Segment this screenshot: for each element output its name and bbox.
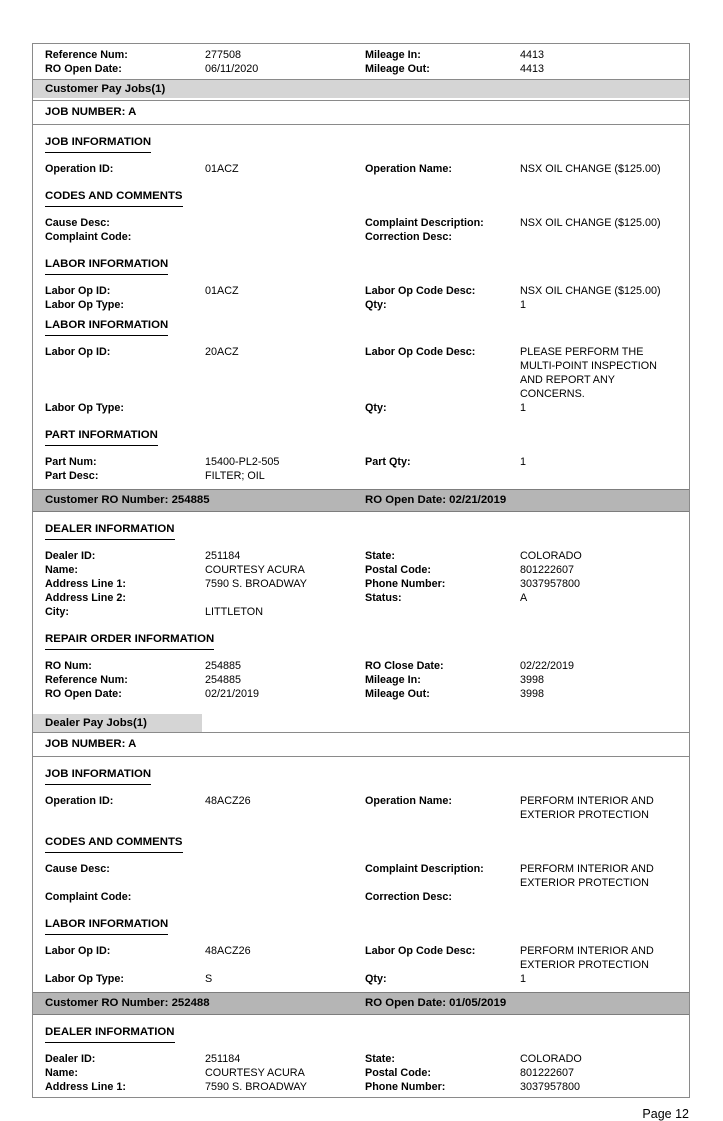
field-value: A [520, 592, 528, 604]
section-title: DEALER INFORMATION [45, 1025, 175, 1043]
field-value [205, 401, 365, 415]
field-row [33, 62, 689, 76]
field-label [365, 605, 520, 619]
field-label: Qty: [365, 973, 387, 985]
field-row [33, 890, 689, 904]
field-label: Address Line 1: [45, 1081, 126, 1093]
field-value [205, 890, 365, 904]
fields-block [33, 451, 689, 486]
field-label: Reference Num: [45, 49, 128, 61]
section-header [33, 630, 689, 650]
field-value [520, 469, 681, 483]
field-label: Cause Desc: [45, 863, 110, 875]
field-row [33, 345, 689, 401]
field-value: 254885 [205, 674, 242, 686]
field-row [33, 1066, 689, 1080]
field-label: Complaint Code: [45, 891, 132, 903]
job-number-label: JOB NUMBER: A [45, 738, 137, 750]
field-value: 3998 [520, 688, 545, 700]
field-row [33, 216, 689, 230]
field-label: Postal Code: [365, 564, 431, 576]
field-label: Part Qty: [365, 456, 411, 468]
job-number-row [33, 732, 689, 757]
field-label: Labor Op Type: [45, 402, 124, 414]
field-row [33, 577, 689, 591]
ro-header-bar [33, 992, 689, 1015]
field-label: Dealer ID: [45, 550, 96, 562]
field-value: COLORADO [520, 550, 582, 562]
fields-block [33, 212, 689, 247]
field-label: Mileage In: [365, 674, 421, 686]
field-row [33, 944, 689, 972]
pay-jobs-label: Customer Pay Jobs(1) [45, 83, 166, 95]
field-label: Mileage In: [365, 49, 421, 61]
field-row [33, 659, 689, 673]
fields-block [33, 280, 689, 315]
field-label: Operation ID: [45, 795, 114, 807]
section-title: LABOR INFORMATION [45, 318, 168, 336]
ro-number-label: Customer RO Number: 252488 [45, 997, 210, 1009]
field-value [205, 230, 365, 244]
field-row [33, 162, 689, 176]
section-header [33, 187, 689, 207]
field-value: 4413 [520, 49, 545, 61]
field-row [33, 1052, 689, 1066]
field-label: Name: [45, 1067, 79, 1079]
fields-block [33, 44, 689, 80]
field-label: Part Num: [45, 456, 97, 468]
field-label [365, 469, 520, 483]
field-value: 4413 [520, 63, 545, 75]
field-value: NSX OIL CHANGE ($125.00) [520, 163, 661, 175]
section-title: PART INFORMATION [45, 428, 158, 446]
section-header [33, 426, 689, 446]
field-value: 01ACZ [205, 163, 239, 175]
field-row [33, 549, 689, 563]
pay-jobs-bar [33, 714, 202, 732]
ro-header-bar [33, 489, 689, 512]
field-row [33, 862, 689, 890]
field-label: Phone Number: [365, 1081, 446, 1093]
field-row [33, 972, 689, 986]
field-value: 48ACZ26 [205, 795, 251, 807]
field-value: 3037957800 [520, 578, 581, 590]
fields-block [33, 790, 689, 825]
field-value [520, 890, 681, 904]
field-value [520, 605, 681, 619]
field-value: FILTER; OIL [205, 470, 265, 482]
field-value: 02/22/2019 [520, 660, 575, 672]
field-label: Mileage Out: [365, 688, 430, 700]
section-header [33, 520, 689, 540]
field-value: LITTLETON [205, 606, 263, 618]
field-value: 251184 [205, 550, 241, 562]
field-row [33, 605, 689, 619]
field-row [33, 673, 689, 687]
field-value: 801222607 [520, 564, 575, 576]
field-value [205, 298, 365, 312]
field-value: COLORADO [520, 1053, 582, 1065]
field-label: Labor Op Code Desc: [365, 945, 476, 957]
field-value: 02/21/2019 [205, 688, 260, 700]
field-row [33, 794, 689, 822]
field-label: Part Desc: [45, 470, 99, 482]
field-value: 3998 [520, 674, 545, 686]
field-value: PLEASE PERFORM THE MULTI-POINT INSPECTION AND REPORT ANY CONCERNS. [520, 346, 657, 400]
field-label: RO Open Date: [45, 63, 122, 75]
section-header [33, 765, 689, 785]
field-label: Complaint Description: [365, 217, 484, 229]
field-row [33, 469, 689, 483]
section-header [33, 833, 689, 853]
field-value: 01ACZ [205, 285, 239, 297]
field-row [33, 401, 689, 415]
field-label: Labor Op ID: [45, 285, 111, 297]
field-value: COURTESY ACURA [205, 564, 305, 576]
section-title: CODES AND COMMENTS [45, 189, 183, 207]
section-title: LABOR INFORMATION [45, 917, 168, 935]
field-row [33, 591, 689, 605]
field-label: Operation Name: [365, 163, 452, 175]
field-value: 254885 [205, 660, 242, 672]
field-row [33, 230, 689, 244]
field-value: NSX OIL CHANGE ($125.00) [520, 285, 661, 297]
field-value: 06/11/2020 [205, 63, 259, 75]
field-row [33, 298, 689, 312]
section-title: DEALER INFORMATION [45, 522, 175, 540]
field-row [33, 284, 689, 298]
pay-jobs-label: Dealer Pay Jobs(1) [45, 717, 147, 729]
field-row [33, 48, 689, 62]
section-header [33, 915, 689, 935]
field-value: 801222607 [520, 1067, 575, 1079]
fields-block [33, 858, 689, 907]
field-value: PERFORM INTERIOR AND EXTERIOR PROTECTION [520, 863, 654, 889]
page-number: Page 12 [642, 1107, 689, 1121]
field-value: 15400-PL2-505 [205, 456, 280, 468]
field-label: Complaint Description: [365, 863, 484, 875]
section-title: CODES AND COMMENTS [45, 835, 183, 853]
ro-open-date-label: RO Open Date: 01/05/2019 [365, 997, 507, 1009]
field-value: 3037957800 [520, 1081, 581, 1093]
field-label: Labor Op ID: [45, 346, 111, 358]
report-body [32, 43, 690, 1098]
section-header [33, 316, 689, 336]
field-row [33, 1080, 689, 1094]
field-label: Dealer ID: [45, 1053, 96, 1065]
page-footer [32, 1098, 690, 1121]
ro-open-date-label: RO Open Date: 02/21/2019 [365, 494, 507, 506]
ro-number-label: Customer RO Number: 254885 [45, 494, 210, 506]
field-value: 7590 S. BROADWAY [205, 1081, 308, 1093]
field-value: NSX OIL CHANGE ($125.00) [520, 217, 661, 229]
field-label: Phone Number: [365, 578, 446, 590]
field-row [33, 563, 689, 577]
field-label: Operation Name: [365, 795, 452, 807]
fields-block [33, 655, 689, 704]
field-row [33, 687, 689, 701]
fields-block [33, 341, 689, 418]
field-value: 48ACZ26 [205, 945, 251, 957]
field-label: Qty: [365, 299, 387, 311]
field-label: City: [45, 606, 69, 618]
field-value: 1 [520, 973, 527, 985]
field-label: Postal Code: [365, 1067, 431, 1079]
field-value: 7590 S. BROADWAY [205, 578, 308, 590]
fields-block [33, 545, 689, 622]
fields-block [33, 940, 689, 989]
section-title: REPAIR ORDER INFORMATION [45, 632, 214, 650]
field-label: Qty: [365, 402, 387, 414]
field-row [33, 455, 689, 469]
field-label: Address Line 2: [45, 592, 126, 604]
section-header [33, 133, 689, 153]
field-value: 251184 [205, 1053, 241, 1065]
field-label: Labor Op Code Desc: [365, 285, 476, 297]
field-value: 1 [520, 402, 527, 414]
field-label: Correction Desc: [365, 231, 452, 243]
field-label: Labor Op Type: [45, 973, 124, 985]
field-value [205, 216, 365, 230]
field-value [205, 862, 365, 890]
field-value [205, 591, 365, 605]
field-value: 20ACZ [205, 346, 239, 358]
field-label: Mileage Out: [365, 63, 430, 75]
field-label: Address Line 1: [45, 578, 126, 590]
field-label: Complaint Code: [45, 231, 132, 243]
field-value: S [205, 973, 213, 985]
field-label: Cause Desc: [45, 217, 110, 229]
field-label: Labor Op Type: [45, 299, 124, 311]
field-value: 1 [520, 299, 527, 311]
section-title: LABOR INFORMATION [45, 257, 168, 275]
field-label: Reference Num: [45, 674, 128, 686]
field-label: RO Num: [45, 660, 92, 672]
section-title: JOB INFORMATION [45, 135, 151, 153]
field-label: State: [365, 550, 395, 562]
section-title: JOB INFORMATION [45, 767, 151, 785]
field-label: Labor Op ID: [45, 945, 111, 957]
field-value: PERFORM INTERIOR AND EXTERIOR PROTECTION [520, 795, 654, 821]
field-label: RO Open Date: [45, 688, 122, 700]
job-number-label: JOB NUMBER: A [45, 106, 137, 118]
section-header [33, 255, 689, 275]
field-label: Operation ID: [45, 163, 114, 175]
field-value: 277508 [205, 49, 242, 61]
pay-jobs-bar [33, 80, 689, 98]
fields-block [33, 1048, 689, 1097]
field-label: Status: [365, 592, 402, 604]
job-number-row [33, 100, 689, 125]
field-value: 1 [520, 456, 527, 468]
field-value: COURTESY ACURA [205, 1067, 305, 1079]
field-label: Name: [45, 564, 79, 576]
field-label: RO Close Date: [365, 660, 444, 672]
field-value [520, 230, 681, 244]
field-label: State: [365, 1053, 395, 1065]
field-label: Correction Desc: [365, 891, 452, 903]
field-label: Labor Op Code Desc: [365, 346, 476, 358]
section-header [33, 1023, 689, 1043]
field-value: PERFORM INTERIOR AND EXTERIOR PROTECTION [520, 945, 654, 971]
fields-block [33, 158, 689, 179]
